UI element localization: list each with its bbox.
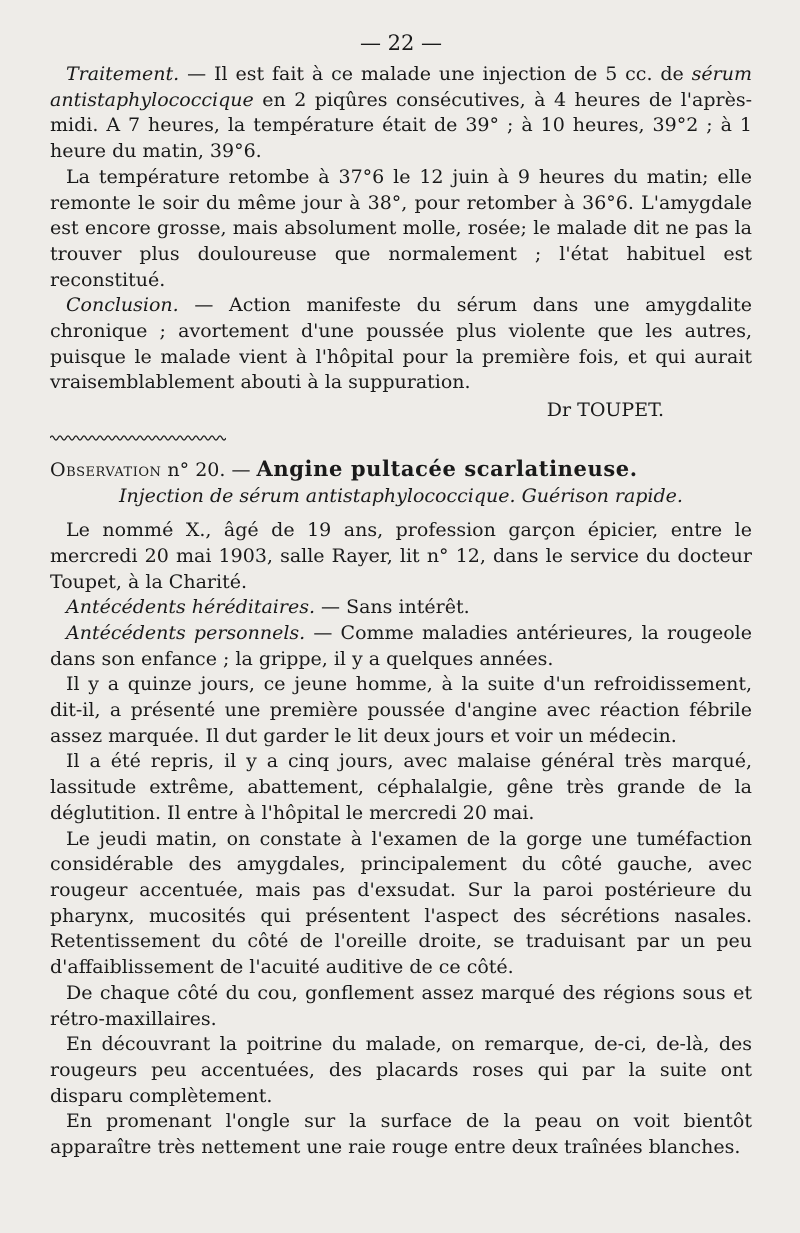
paragraph-hereditaires	[50, 595, 752, 621]
personnels-text: — Comme maladies antérieures, la rougeole dans son enfance ; la grippe, il y a quelques années.	[50, 621, 752, 670]
traitement-text-2: en 2 piqûres consécutives, à 4 heures de l'après-midi. A 7 heures, la température était de 39° ; à 10 heures, 39°2 ; à 1 heure du matin, 39°6.	[50, 88, 752, 163]
conclusion-label: Conclusion.	[66, 294, 179, 317]
paragraph-quinze-jours: Il y a quinze jours, ce jeune homme, à la suite d'un refroidissement, dit-il, a présenté une première poussée d'angine avec réaction fébrile assez marquée. Il dut garder le lit deux jours et voir un médecin.	[50, 673, 752, 747]
serum-name: sérum antistaphylococcique	[50, 63, 752, 111]
paragraph-repris: Il a été repris, il y a cinq jours, avec malaise général très marqué, lassitude extrême, abattement, céphalalgie, gêne très grande de la déglutition. Il entre à l'hôpital le mercredi 20 mai.	[50, 750, 752, 824]
paragraph-conclusion	[50, 293, 752, 396]
paragraph-temperature: La température retombe à 37°6 le 12 juin à 9 heures du matin; elle remonte le soir du même jour à 38°, pour retomber à 36°6. L'amygdale est encore grosse, mais absolument molle, rosée; le malade dit ne pas la trouver plus douloureuse que normalement ; l'état habituel est reconstitué.	[50, 165, 752, 291]
observation-heading	[50, 455, 752, 484]
paragraph-poitrine: En découvrant la poitrine du malade, on remarque, de-ci, de-là, des rougeurs peu accentuées, des placards roses qui par la suite ont disparu complètement.	[50, 1033, 752, 1107]
paragraph-cou: De chaque côté du cou, gonflement assez marqué des régions sous et rétro-maxillaires.	[50, 981, 752, 1030]
wavy-divider	[50, 433, 226, 443]
traitement-label: Traitement.	[66, 63, 180, 85]
observation-title: Angine pultacée scarlatineuse.	[256, 456, 638, 482]
paragraph-personnels	[50, 621, 752, 672]
traitement-text-1: — Il est fait à ce malade une injection de 5 cc. de	[179, 63, 692, 85]
hereditaires-text: — Sans intérêt.	[315, 596, 470, 619]
paragraph-traitement	[50, 62, 752, 165]
paragraph-jeudi: Le jeudi matin, on constate à l'examen de la gorge une tuméfaction considérable des amygdales, principalement du côté gauche, avec rougeur accentuée, mais pas d'exsudat. Sur la paroi postérieure du pharynx, mucosités qui présentent l'aspect des sécrétions nasales. Retentissement du côté de l'oreille droite, se traduisant par un peu d'affaiblissement de l'acuité auditive de ce côté.	[50, 827, 752, 979]
observation-subtitle: Injection de sérum antistaphylococcique. Guérison rapide.	[119, 485, 683, 508]
observation-number: n° 20. —	[161, 459, 257, 482]
signature: Dr TOUPET.	[546, 399, 664, 422]
conclusion-text: — Action manifeste du sérum dans une amygdalite chronique ; avortement d'une poussée plus violente que les autres, puisque le malade vient à l'hôpital pour la première fois, et qui aurait vraisemblablement abouti à la suppuration.	[50, 294, 752, 394]
paragraph-nomme: Le nommé X., âgé de 19 ans, profession garçon épicier, entre le mercredi 20 mai 1903, salle Rayer, lit n° 12, dans le service du docteur Toupet, à la Charité.	[50, 519, 752, 593]
hereditaires-label: Antécédents héréditaires.	[66, 596, 315, 619]
personnels-label: Antécédents personnels.	[66, 621, 306, 644]
observation-label: Observation	[50, 459, 162, 482]
page-number: — 22 —	[359, 31, 443, 55]
paragraph-ongle: En promenant l'ongle sur la surface de la peau on voit bientôt apparaître très nettement une raie rouge entre deux traînées blanches.	[50, 1110, 752, 1159]
